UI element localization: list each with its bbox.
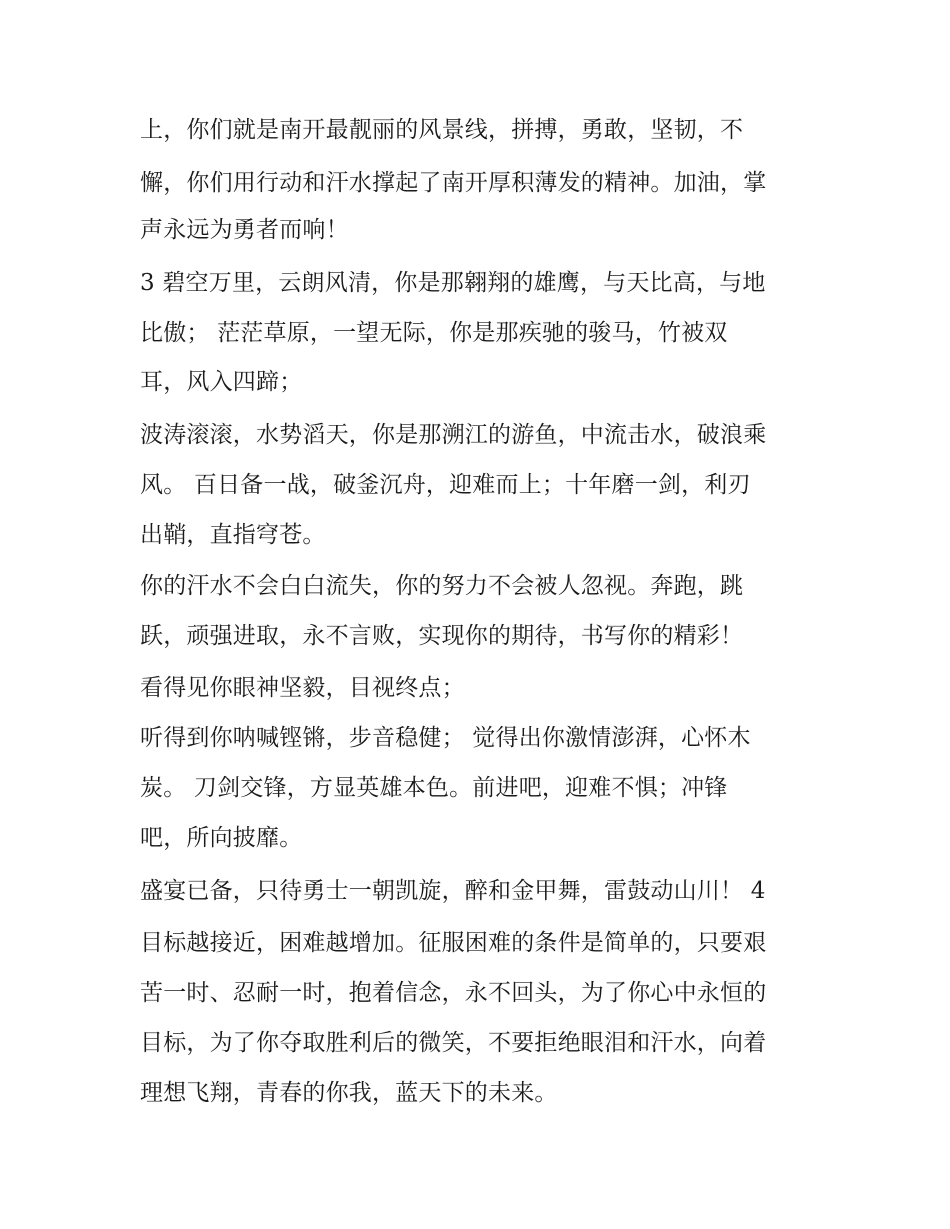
text-line: 出鞘，直指穹苍。: [140, 522, 326, 548]
text-line: 目标越接近，困难越增加。征服困难的条件是简单的，只要艰: [140, 930, 767, 956]
text-line: 听得到你呐喊铿锵，步音稳健； 觉得出你激情澎湃，心怀木: [140, 725, 751, 751]
text-line: 盛宴已备，只待勇士一朝凯旋，醉和金甲舞，雷鼓动山川！ 4: [140, 878, 766, 904]
text-line: 你的汗水不会白白流失，你的努力不会被人忽视。奔跑，跳: [140, 573, 744, 599]
text-line: 上，你们就是南开最靓丽的风景线，拼搏，勇敢，坚韧，不: [140, 117, 744, 143]
text-line: 炭。 刀剑交锋，方显英雄本色。前进吧，迎难不惧；冲锋: [140, 775, 728, 801]
text-line: 懈，你们用行动和汗水撑起了南开厚积薄发的精神。加油，掌: [140, 170, 767, 196]
text-line: 风。 百日备一战，破釜沉舟，迎难而上；十年磨一剑，利刃: [140, 472, 751, 498]
text-line: 3 碧空万里，云朗风清，你是那翱翔的雄鹰，与天比高，与地: [140, 270, 766, 296]
text-line: 耳，风入四蹄；: [140, 369, 303, 395]
text-line: 理想飞翔，青春的你我，蓝天下的未来。: [140, 1080, 558, 1106]
text-line: 波涛滚滚，水势滔天，你是那溯江的游鱼，中流击水，破浪乘: [140, 422, 767, 448]
text-line: 看得见你眼神坚毅，目视终点；: [140, 675, 465, 701]
text-line: 目标，为了你夺取胜利后的微笑，不要拒绝眼泪和汗水，向着: [140, 1030, 767, 1056]
text-line: 吧，所向披靡。: [140, 825, 303, 851]
text-line: 声永远为勇者而响！: [140, 217, 349, 243]
text-line: 比傲； 茫茫草原，一望无际，你是那疾驰的骏马，竹被双: [140, 320, 728, 346]
text-line: 苦一时、忍耐一时，抱着信念，永不回头，为了你心中永恒的: [140, 980, 767, 1006]
text-line: 跃，顽强进取，永不言败，实现你的期待，书写你的精彩！: [140, 623, 744, 649]
